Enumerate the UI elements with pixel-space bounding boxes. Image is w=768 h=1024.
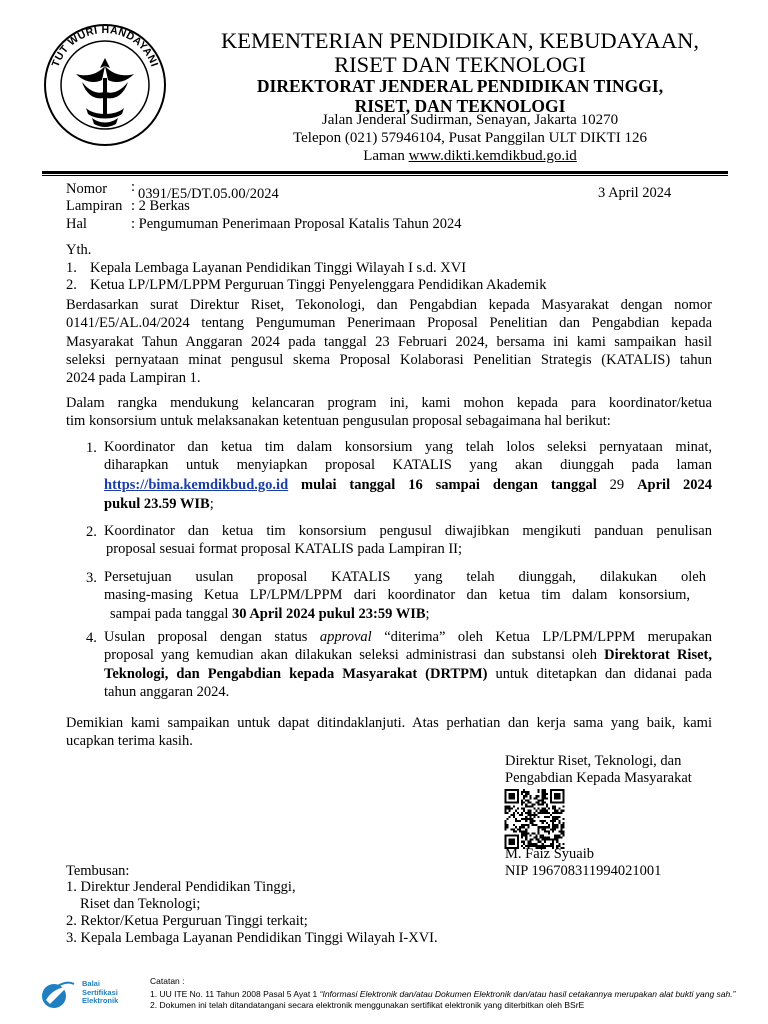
website-line [230,147,710,166]
cc-item-1-cont: Riset dan Teknologi; [80,896,201,912]
footnote-heading: Catatan : [150,976,185,986]
yth: Yth. [66,242,92,258]
footnote-1-ref: 1. UU ITE No. 11 Tahun 2008 Pasal 5 Ayat 1 [150,989,320,999]
item-2 [104,522,712,559]
header-rule-thick [42,171,728,174]
recipient-2: Ketua LP/LPM/LPPM Perguruan Tinggi Penyelenggara Pendidikan Akademik [90,277,547,293]
item-4-line [104,628,712,646]
hal-label: Hal [66,216,87,232]
closing-line: ucapkan terima kasih. [66,733,193,750]
signatory-name: M. Faiz Syuaib [505,846,595,862]
item-4 [104,628,712,701]
recipient-1: Kepala Lembaga Layanan Pendidikan Tinggi Wilayah I s.d. XVI [90,260,467,276]
item-4-number: 4. [86,630,97,646]
cc-item-3: 3. Kepala Lembaga Layanan Pendidikan Tinggi Wilayah I-XVI. [66,930,438,946]
item-2-line: Koordinator dan ketua tim konsorsium pengusul diwajibkan mengikuti panduan penulisan [104,523,712,539]
item-4-text: untuk ditetapkan dan didanai pada [487,665,712,682]
bsre-text-3: Elektronik [82,996,119,1005]
recipient-1-number: 1. [66,260,77,276]
nomor-value: 0391/E5/DT.05.00/2024 [138,186,279,202]
paragraph-1-line: 0141/E5/AL.04/2024 tentang Pengumuman Penerimaan Proposal Penelitian dan Pengabdian kepada [66,315,712,332]
header-rule-thin [42,175,728,176]
hal-value: : Pengumuman Penerimaan Proposal Katalis Tahun 2024 [131,216,462,232]
lampiran-value: : 2 Berkas [131,198,190,214]
item-1-line: diharapkan untuk menyiapkan proposal KATALIS yang akan diunggah pada laman [104,457,712,474]
item-4-drtpm: Teknologi, dan Pengabdian kepada Masyarakat (DRTPM) [104,665,488,682]
item-4-drtpm: Direktorat Riset, [604,647,712,664]
paragraph-2-line: tim konsorsium untuk melaksanakan ketentuan pengusulan proposal sebagaimana hal berikut: [66,413,611,430]
item-1-day: 29 [609,476,638,493]
item-1 [104,438,712,513]
svg-text:TUT WURI HANDAYANI: TUT WURI HANDAYANI [49,23,161,69]
item-1-deadline-bold: mulai tanggal 16 sampai dengan tanggal [288,476,610,493]
item-3-deadline-prefix: sampai pada tanggal [110,605,232,622]
closing-line: Demikian kami sampaikan untuk dapat ditindaklanjuti. Atas perhatian dan kerja sama yang baik, kami [66,715,712,731]
bsre-emblem-icon [38,976,78,1016]
paragraph-2 [66,394,712,431]
website-prefix: Laman [363,148,409,164]
signatory-title-line1: Direktur Riset, Teknologi, dan [505,753,682,769]
signature-qr-code [503,789,566,849]
item-3 [104,568,706,623]
footnote-1 [150,989,735,1000]
address: Jalan Jenderal Sudirman, Senayan, Jakarta 10270 [321,112,619,128]
item-1-line: Koordinator dan ketua tim dalam konsorsium yang telah lolos seleksi pernyataan minat, [104,439,712,455]
bsre-text-1: Balai [82,979,100,988]
footnote-1-quote: “Informasi Elektronik dan/atau Dokumen Elektronik dan/atau hasil cetakannya merupakan alat bukti yang sah.” [319,989,736,999]
item-4-line [104,665,712,683]
item-2-line: proposal sesuai format proposal KATALIS pada Lampiran II; [106,541,463,558]
item-3-number: 3. [86,570,97,586]
paragraph-2-line: Dalam rangka mendukung kelancaran program ini, kami mohon kepada para koordinator/ketua [66,395,712,411]
item-1-line [104,475,712,495]
signatory-title-line2: Pengabdian Kepada Masyarakat [505,770,692,786]
paragraph-1-line: 2024 pada Lampiran 1. [66,370,201,387]
directorate-name-line2: RISET, DAN TEKNOLOGI [354,96,566,116]
item-4-text: proposal yang kemudian akan dilakukan seleksi administrasi dan substansi oleh [104,647,605,664]
website-link[interactable]: www.dikti.kemdikbud.go.id [408,148,577,164]
bima-link[interactable]: https://bima.kemdikbud.go.id [104,476,289,493]
signatory-nip: NIP 196708311994021001 [505,863,662,879]
item-4-approval: approval [319,629,372,645]
nomor-colon: : [131,179,136,195]
paragraph-1-line: Berdasarkan surat Direktur Riset, Tekonologi, dan Pengabdian kepada Masyarakat dengan nomor [66,297,712,313]
paragraph-1-line: seleksi pernyataan minat pengusul skema Proposal Kolaborasi Penelitian Strategis (KATALIS) tahun [66,351,712,368]
letter-date: 3 April 2024 [598,185,672,201]
bsre-logo [38,976,138,1016]
item-3-line: masing-masing Ketua LP/LPM/LPPM dari koordinator dan ketua tim dalam konsorsium, [104,587,690,604]
item-1-number: 1. [86,440,97,456]
paragraph-1-line: Masyarakat Tahun Anggaran 2024 pada tanggal 23 Februari 2024, bersama ini kami sampaikan hasil [66,333,712,350]
item-2-number: 2. [86,524,97,540]
tut-wuri-handayani-logo [42,20,168,150]
item-4-text: “diterima” oleh Ketua LP/LPM/LPPM merupakan [371,629,713,645]
recipient-2-number: 2. [66,277,77,293]
closing-paragraph [66,714,712,751]
item-1-line [104,495,712,513]
item-1-month: April 2024 [637,476,713,493]
ministry-name-line1: KEMENTERIAN PENDIDIKAN, KEBUDAYAAN, [221,28,699,53]
cc-item-1: 1. Direktur Jenderal Pendidikan Tinggi, [66,879,296,895]
item-1-time: pukul 23.59 WIB [104,495,210,512]
item-4-text: Usulan proposal dengan status [104,629,320,645]
item-3-end: ; [425,605,430,622]
item-3-deadline: 30 April 2024 pukul 23:59 WIB [232,605,426,622]
item-4-line [104,646,712,664]
lampiran-label: Lampiran [66,198,123,214]
paragraph-1 [66,296,712,387]
item-3-line: Persetujuan usulan proposal KATALIS yang telah diunggah, dilakukan oleh [104,569,706,585]
footnote-2: 2. Dokumen ini telah ditandatangani secara elektronik menggunakan sertifikat elektronik yang diterbitkan oleh BSrE [150,1000,585,1010]
item-3-line [104,605,706,623]
item-4-line: tahun anggaran 2024. [104,683,230,700]
cc-heading: Tembusan: [66,863,130,879]
item-1-end: ; [209,495,214,512]
ministry-name-line2: RISET DAN TEKNOLOGI [334,52,586,77]
bsre-text-2: Sertifikasi [82,987,118,997]
directorate-name-line1: DIREKTORAT JENDERAL PENDIDIKAN TINGGI, [256,76,664,96]
phone: Telepon (021) 57946104, Pusat Panggilan ULT DIKTI 126 [293,130,647,146]
nomor-label: Nomor [66,181,108,197]
cc-item-2: 2. Rektor/Ketua Perguruan Tinggi terkait; [66,913,308,929]
